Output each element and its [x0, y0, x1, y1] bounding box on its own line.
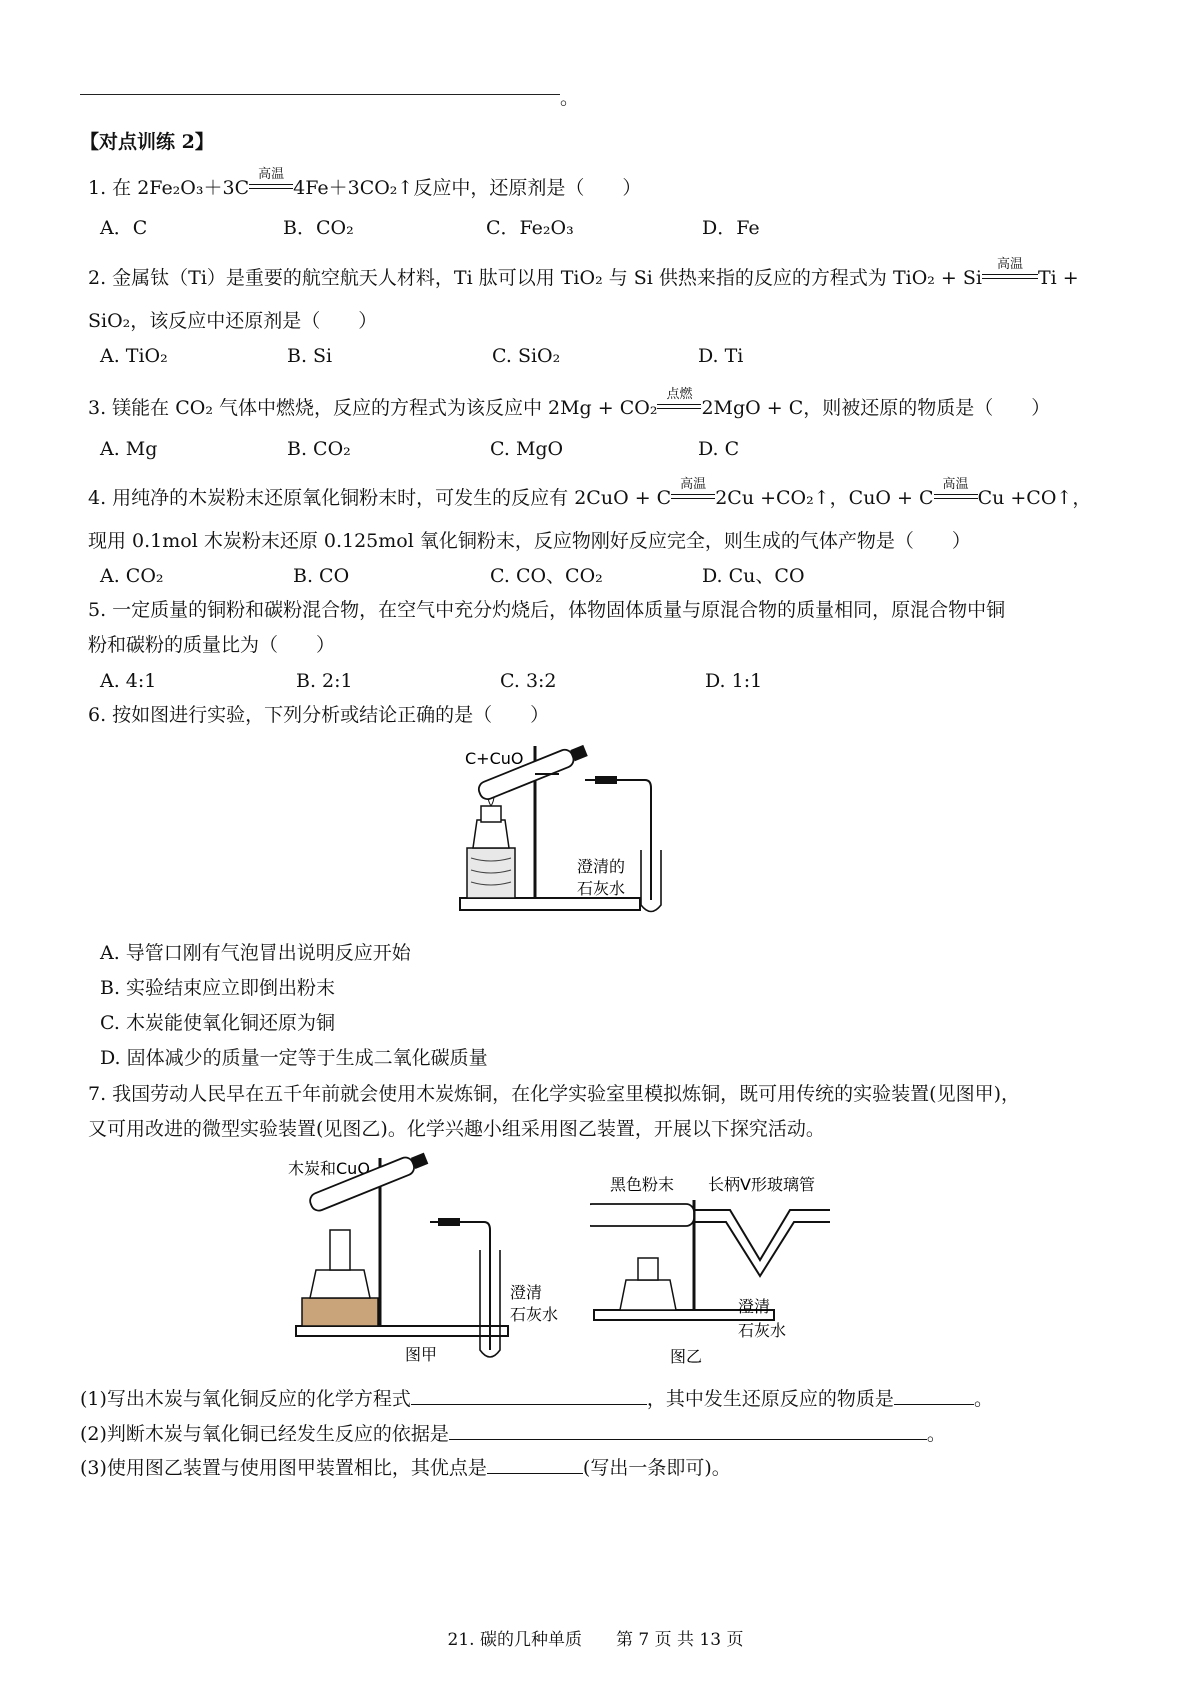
fig-yi-label-powder: 黑色粉末	[610, 1175, 675, 1194]
fig-yi-label-limewater-2: 石灰水	[738, 1321, 787, 1340]
q5-option-b[interactable]: B. 2:1	[296, 670, 353, 692]
fig-jia-label-limewater-2: 石灰水	[510, 1305, 559, 1324]
question-6: 6. 按如图进行实验，下列分析或结论正确的是（ ）	[88, 704, 550, 726]
question-4-line2: 现用 0.1mol 木炭粉末还原 0.125mol 氧化铜粉末，反应物刚好反应完全，则生成的气体产物是（ ）	[88, 530, 971, 552]
q3-option-d[interactable]: D. C	[698, 438, 740, 460]
fig-jia-caption: 图甲	[405, 1345, 438, 1364]
fig-jia-label-limewater-1: 澄清	[510, 1283, 543, 1302]
question-4: 4. 用纯净的木炭粉末还原氧化铜粉末时，可发生的反应有 2CuO + C 高温 2Cu +CO₂↑，CuO + C 高温 Cu +CO↑，	[88, 477, 1092, 509]
q1-option-a[interactable]: A．C	[100, 217, 148, 239]
q7-sub1-blank[interactable]	[411, 1384, 647, 1405]
question-2: 2. 金属钛（Ti）是重要的航空航天人材料，Ti 肽可以用 TiO₂ 与 Si 供热来指的反应的方程式为 TiO₂ + Si 高温 Ti +	[88, 257, 1079, 289]
q2-option-a[interactable]: A. TiO₂	[100, 345, 168, 367]
q7-sub1: (1)写出木炭与氧化铜反应的化学方程式 ，其中发生还原反应的物质是 。	[80, 1384, 993, 1411]
q4-option-b[interactable]: B. CO	[293, 565, 350, 587]
q6-apparatus-figure	[455, 740, 695, 920]
q4-option-d[interactable]: D. Cu、CO	[702, 565, 805, 587]
question-1: 1. 在 2Fe₂O₃＋3C 高温 4Fe＋3CO₂↑反应中，还原剂是（ ）	[88, 167, 642, 199]
q7-sub2: (2)判断木炭与氧化铜已经发生反应的依据是 。	[80, 1419, 946, 1446]
q1-option-c[interactable]: C．Fe₂O₃	[486, 217, 574, 239]
fig-jia-label-reactants: 木炭和CuO	[288, 1159, 370, 1178]
q6-option-d[interactable]: D. 固体减少的质量一定等于生成二氧化碳质量	[100, 1047, 488, 1069]
q1-option-d[interactable]: D．Fe	[702, 217, 760, 239]
fig-label-limewater-2: 石灰水	[577, 879, 626, 898]
reaction-condition: 高温	[934, 490, 978, 504]
q5-option-a[interactable]: A. 4:1	[100, 670, 157, 692]
q2-option-d[interactable]: D. Ti	[698, 345, 744, 367]
fig-yi-caption: 图乙	[670, 1347, 703, 1366]
reaction-condition: 高温	[671, 490, 715, 504]
q1-option-b[interactable]: B．CO₂	[283, 217, 354, 239]
q3-option-c[interactable]: C. MgO	[490, 438, 564, 460]
q6-option-c[interactable]: C. 木炭能使氧化铜还原为铜	[100, 1012, 335, 1034]
question-7-line2: 又可用改进的微型实验装置(见图乙)。化学兴趣小组采用图乙装置，开展以下探究活动。	[88, 1118, 825, 1140]
q6-option-b[interactable]: B. 实验结束应立即倒出粉末	[100, 977, 336, 999]
q2-option-b[interactable]: B. Si	[287, 345, 333, 367]
question-5: 5. 一定质量的铜粉和碳粉混合物，在空气中充分灼烧后，体物固体质量与原混合物的质量相同，原混合物中铜	[88, 599, 1006, 621]
question-5-line2: 粉和碳粉的质量比为（ ）	[88, 634, 336, 656]
reaction-condition: 点燃	[657, 400, 701, 414]
q7-sub1-blank-2[interactable]	[894, 1384, 974, 1405]
page-footer: 21. 碳的几种单质 第 7 页 共 13 页	[447, 1630, 744, 1650]
q3-option-a[interactable]: A. Mg	[100, 438, 158, 460]
q3-option-b[interactable]: B. CO₂	[287, 438, 351, 460]
q5-option-d[interactable]: D. 1:1	[705, 670, 763, 692]
question-3: 3. 镁能在 CO₂ 气体中燃烧，反应的方程式为该反应中 2Mg + CO₂ 点燃 2MgO + C，则被还原的物质是（ ）	[88, 387, 1051, 419]
blank-end-mark: 。	[560, 87, 580, 109]
q4-option-a[interactable]: A. CO₂	[100, 565, 164, 587]
figure-yi	[590, 1160, 850, 1370]
answer-blank-line[interactable]	[80, 94, 560, 95]
q4-option-c[interactable]: C. CO、CO₂	[490, 565, 603, 587]
q7-sub3: (3)使用图乙装置与使用图甲装置相比，其优点是 (写出一条即可)。	[80, 1453, 731, 1480]
fig-label-reactants: C+CuO	[465, 749, 524, 768]
question-7: 7. 我国劳动人民早在五千年前就会使用木炭炼铜，在化学实验室里模拟炼铜，既可用传统的实验装置(见图甲)，	[88, 1083, 1020, 1105]
question-2-line2: SiO₂，该反应中还原剂是（ ）	[88, 310, 378, 332]
fig-yi-label-tube: 长柄V形玻璃管	[708, 1175, 815, 1194]
figure-jia	[280, 1150, 580, 1370]
q2-option-c[interactable]: C. SiO₂	[492, 345, 561, 367]
section-title: 【对点训练 2】	[80, 131, 214, 153]
fig-label-limewater-1: 澄清的	[577, 857, 626, 876]
q6-option-a[interactable]: A. 导管口刚有气泡冒出说明反应开始	[100, 942, 411, 964]
reaction-condition: 高温	[249, 180, 293, 194]
q7-sub2-blank[interactable]	[449, 1419, 927, 1440]
reaction-condition: 高温	[982, 270, 1038, 284]
q5-option-c[interactable]: C. 3:2	[500, 670, 557, 692]
fig-yi-label-limewater-1: 澄清	[738, 1297, 771, 1316]
q7-sub3-blank[interactable]	[487, 1453, 583, 1474]
